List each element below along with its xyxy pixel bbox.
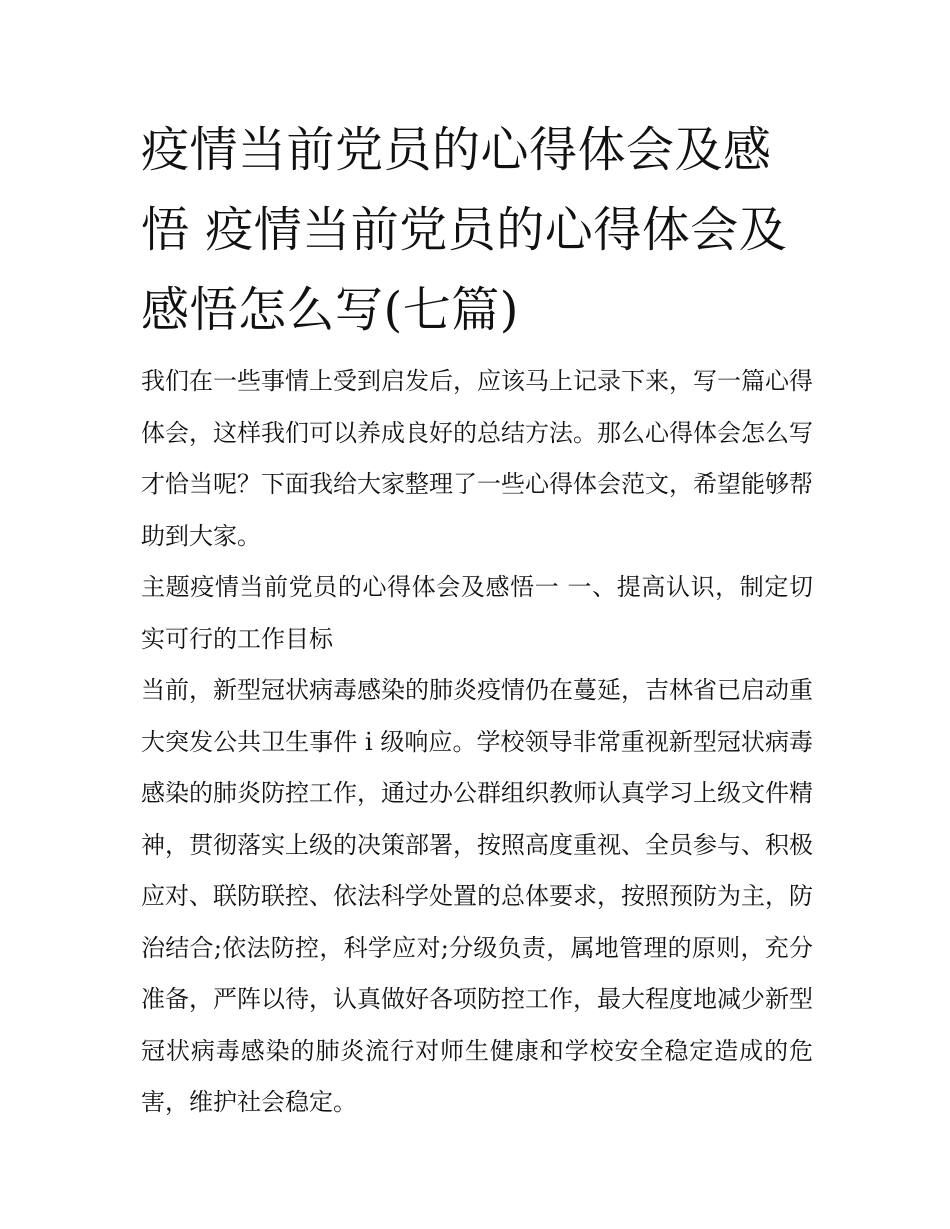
document-title: 疫情当前党员的心得体会及感悟 疫情当前党员的心得体会及感悟怎么写(七篇) <box>141 122 788 338</box>
intro-paragraph: 我们在一些事情上受到启发后，应该马上记录下来，写一篇心得体会，这样我们可以养成良好的总结方法。那么心得体会怎么写才恰当呢？下面我给大家整理了一些心得体会范文，希望能够帮助到大家。 <box>141 367 813 550</box>
section-heading: 主题疫情当前党员的心得体会及感悟一 一、提高认识，制定切实可行的工作目标 <box>141 573 813 653</box>
body-paragraph: 当前，新型冠状病毒感染的肺炎疫情仍在蔓延，吉林省已启动重大突发公共卫生事件 i 级响应。学校领导非常重视新型冠状病毒感染的肺炎防控工作，通过办公群组织教师认真学习上级文件精神，贯彻落实上级的决策部署，按照高度重视、全员参与、积极应对、联防联控、依法科学处置的总体要求，按照预防为主，防治结合;依法防控，科学应对;分级负责，属地管理的原则，充分准备，严阵以待，认真做好各项防控工作，最大程度地减少新型冠状病毒感染的肺炎流行对师生健康和学校安全稳定造成的危害，维护社会稳定。 <box>141 676 813 1116</box>
document-page <box>141 110 813 1129</box>
